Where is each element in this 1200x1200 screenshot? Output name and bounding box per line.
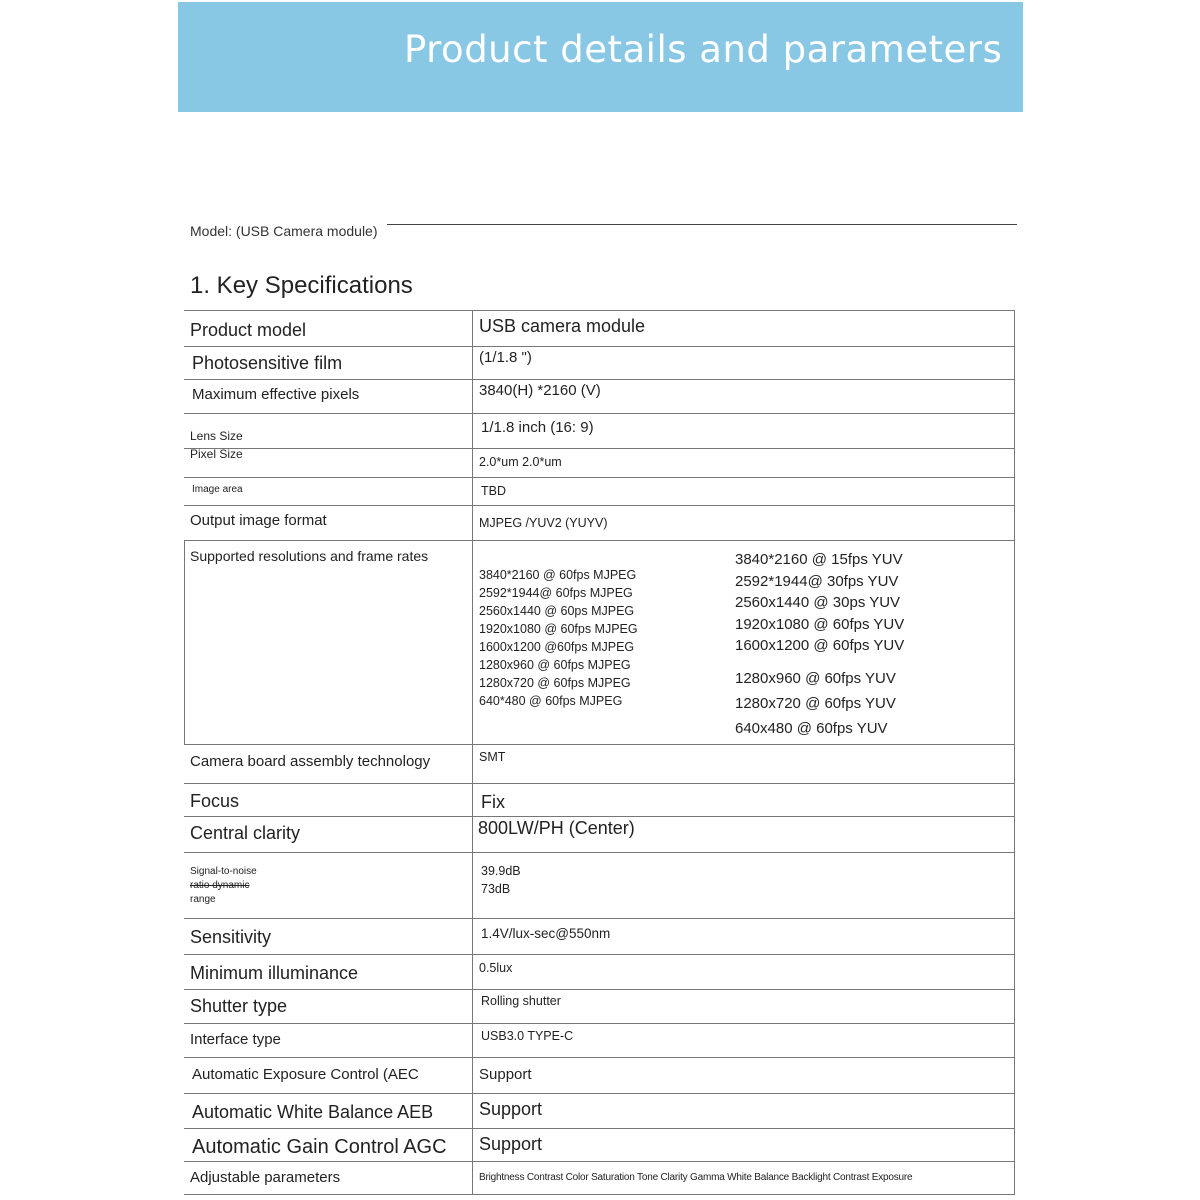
- snr-value: 39.9dB: [481, 864, 521, 878]
- list-item: 640x480 @ 60fps YUV: [735, 719, 888, 737]
- list-item: 1280x720 @ 60fps MJPEG: [479, 676, 631, 690]
- row-divider: [184, 448, 1015, 449]
- lens-size-label: Lens Size: [190, 429, 243, 443]
- list-item: 1600x1200 @60fps MJPEG: [479, 640, 635, 654]
- aec-label: Automatic Exposure Control (AEC: [192, 1066, 419, 1083]
- header-banner: [178, 2, 1023, 112]
- list-item: 640*480 @ 60fps MJPEG: [479, 694, 623, 708]
- agc-label: Automatic Gain Control AGC: [192, 1136, 447, 1158]
- row-divider: [184, 1093, 1015, 1094]
- section-heading: 1. Key Specifications: [190, 272, 413, 299]
- row-divider: [184, 1057, 1015, 1058]
- row-divider: [184, 346, 1015, 347]
- adjustable-label: Adjustable parameters: [190, 1169, 341, 1186]
- image-area-label: Image area: [192, 484, 243, 495]
- yuv-resolution-list: [735, 549, 904, 741]
- list-item: 2592*1944@ 60fps MJPEG: [479, 586, 633, 600]
- pixel-size-value: 2.0*um 2.0*um: [479, 455, 562, 469]
- pixel-size-label: Pixel Size: [190, 447, 243, 461]
- row-divider: [184, 1023, 1015, 1024]
- awb-value: Support: [479, 1099, 543, 1119]
- min-illuminance-label: Minimum illuminance: [190, 963, 359, 983]
- min-illuminance-value: 0.5lux: [479, 961, 513, 975]
- list-item: 3840*2160 @ 60fps MJPEG: [479, 568, 637, 582]
- max-pixels-value: 3840(H) *2160 (V): [479, 382, 601, 399]
- list-item: 1600x1200 @ 60fps YUV: [735, 637, 905, 654]
- row-divider: [184, 744, 1015, 745]
- shutter-value: Rolling shutter: [481, 994, 561, 1008]
- output-format-label: Output image format: [190, 512, 327, 529]
- row-divider: [184, 918, 1015, 919]
- snr-label-line-3: range: [190, 894, 216, 905]
- list-item: 1920x1080 @ 60fps MJPEG: [479, 622, 638, 636]
- row-divider: [184, 783, 1015, 784]
- banner-title: Product details and parameters: [404, 28, 1003, 71]
- list-item: 1920x1080 @ 60fps YUV: [735, 615, 905, 633]
- clarity-value: 800LW/PH (Center): [478, 818, 635, 838]
- sensitivity-value: 1.4V/lux-sec@550nm: [481, 926, 611, 941]
- shutter-label: Shutter type: [190, 996, 288, 1016]
- row-divider: [184, 413, 1015, 414]
- list-item: 1280x960 @ 60fps YUV: [735, 669, 896, 687]
- model-divider: [387, 224, 1017, 225]
- image-area-value: TBD: [481, 484, 506, 498]
- table-left-border: [184, 540, 185, 745]
- adjustable-value: Brightness Contrast Color Saturation Tone Clarity Gamma White Balance Backlight Contrast Exposure: [479, 1172, 913, 1183]
- row-divider: [184, 505, 1015, 506]
- photosensitive-film-value: (1/1.8 "): [479, 349, 532, 366]
- row-divider: [184, 954, 1015, 955]
- focus-value: Fix: [481, 792, 505, 812]
- table-bottom-border: [184, 1194, 1015, 1195]
- focus-label: Focus: [190, 791, 240, 811]
- sensitivity-label: Sensitivity: [190, 927, 272, 947]
- assembly-label: Camera board assembly technology: [190, 753, 431, 770]
- max-pixels-label: Maximum effective pixels: [192, 386, 360, 403]
- assembly-value: SMT: [479, 750, 506, 764]
- row-divider: [184, 989, 1015, 990]
- resolutions-label: Supported resolutions and frame rates: [190, 548, 429, 564]
- column-divider: [472, 310, 473, 1195]
- product-model-value: USB camera module: [479, 316, 646, 336]
- dynamic-range-value: 73dB: [481, 882, 511, 896]
- row-divider: [184, 540, 1015, 541]
- agc-value: Support: [479, 1134, 543, 1154]
- row-divider: [184, 1161, 1015, 1162]
- list-item: 2592*1944@ 30fps YUV: [735, 572, 899, 590]
- snr-label-line-2: ratio dynamic: [190, 880, 250, 891]
- list-item: 1280x960 @ 60fps MJPEG: [479, 658, 631, 672]
- table-right-border: [1014, 310, 1015, 1195]
- output-format-value: MJPEG /YUV2 (YUYV): [479, 516, 608, 530]
- row-divider: [184, 379, 1015, 380]
- row-divider: [184, 477, 1015, 478]
- table-top-border: [184, 310, 1015, 311]
- row-divider: [184, 816, 1015, 817]
- lens-size-value: 1/1.8 inch (16: 9): [481, 419, 594, 436]
- aec-value: Support: [479, 1066, 532, 1083]
- list-item: 1280x720 @ 60fps YUV: [735, 694, 896, 712]
- list-item: 2560x1440 @ 30ps YUV: [735, 594, 901, 611]
- mjpeg-resolution-list: [479, 566, 638, 710]
- interface-label: Interface type: [190, 1031, 281, 1048]
- row-divider: [184, 852, 1015, 853]
- clarity-label: Central clarity: [190, 823, 301, 843]
- model-label: Model: (USB Camera module): [190, 223, 378, 239]
- list-item: 2560x1440 @ 60ps MJPEG: [479, 604, 635, 618]
- list-item: 3840*2160 @ 15fps YUV: [735, 551, 903, 568]
- row-divider: [184, 1128, 1015, 1129]
- awb-label: Automatic White Balance AEB: [192, 1102, 434, 1122]
- photosensitive-film-label: Photosensitive film: [192, 353, 343, 373]
- interface-value: USB3.0 TYPE-C: [481, 1029, 574, 1043]
- snr-label-line-1: Signal-to-noise: [190, 866, 257, 877]
- product-model-label: Product model: [190, 320, 307, 340]
